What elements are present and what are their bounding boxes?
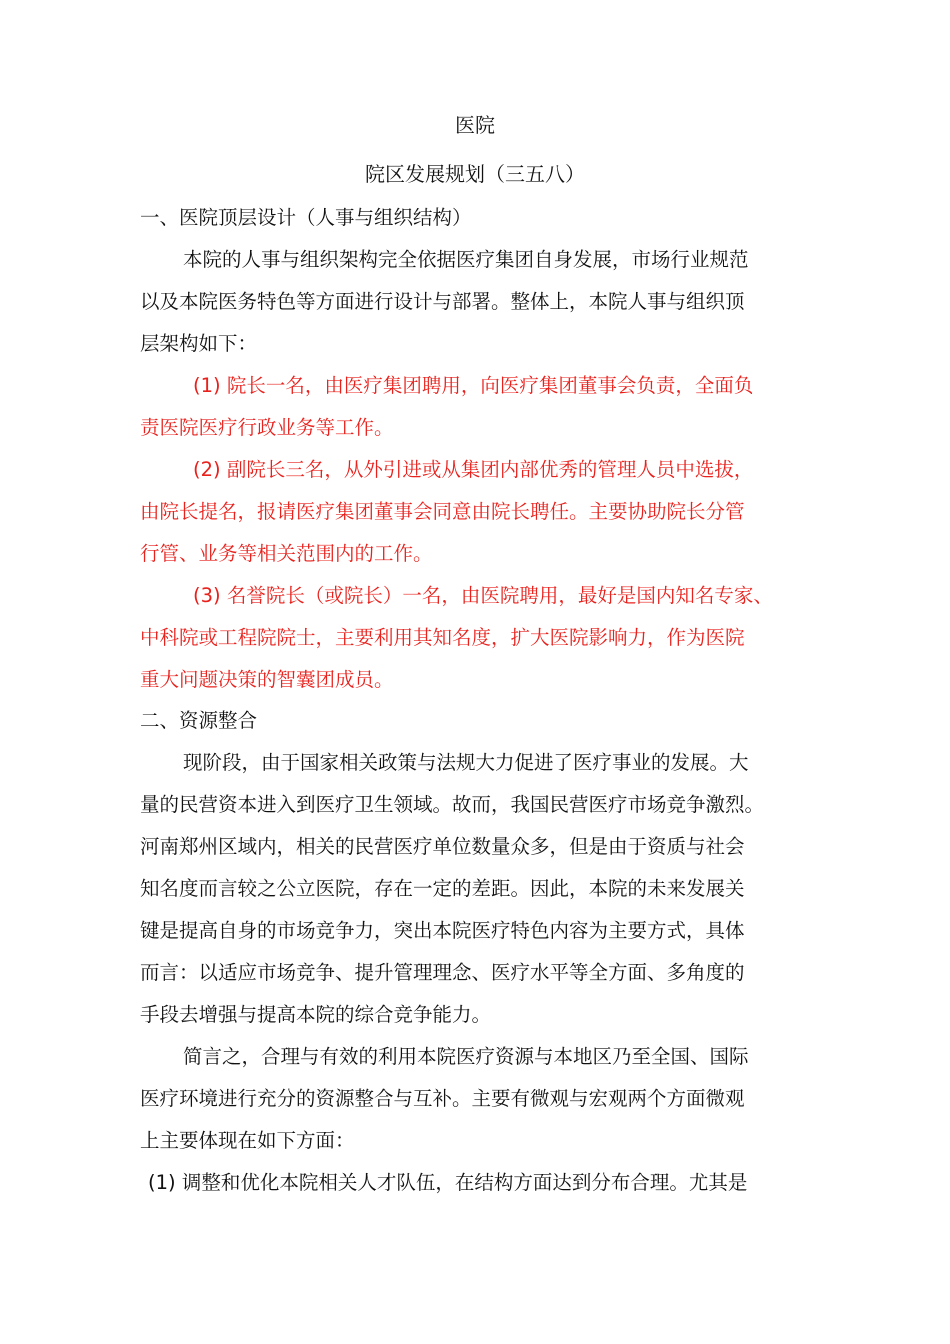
- list-item-line: (1) 调整和优化本院相关人才队伍，在结构方面达到分布合理。尤其是: [148, 1171, 748, 1194]
- highlight-line: 重大问题决策的智囊团成员。: [140, 668, 394, 691]
- highlight-line: (1) 院长一名，由医疗集团聘用，向医疗集团董事会负责，全面负: [193, 374, 754, 397]
- paragraph-line: 知名度而言较之公立医院，存在一定的差距。因此，本院的未来发展关: [140, 877, 745, 900]
- section-heading-1: 一、医院顶层设计（人事与组织结构）: [140, 206, 472, 229]
- highlight-line: 中科院或工程院院士，主要利用其知名度，扩大医院影响力，作为医院: [140, 626, 745, 649]
- paragraph-line: 层架构如下：: [140, 332, 258, 355]
- paragraph-line: 以及本院医务特色等方面进行设计与部署。整体上，本院人事与组织顶: [140, 290, 745, 313]
- paragraph-line: 本院的人事与组织架构完全依据医疗集团自身发展，市场行业规范: [183, 248, 749, 271]
- paragraph-line: 而言：以适应市场竞争、提升管理理念、医疗水平等全方面、多角度的: [140, 961, 745, 984]
- section-heading-2: 二、资源整合: [140, 709, 258, 732]
- paragraph-line: 手段去增强与提高本院的综合竞争能力。: [140, 1003, 492, 1026]
- document-title: 医院: [455, 113, 495, 137]
- paragraph-line: 上主要体现在如下方面：: [140, 1129, 355, 1152]
- paragraph-line: 医疗环境进行充分的资源整合与互补。主要有微观与宏观两个方面微观: [140, 1087, 745, 1110]
- highlight-line: 行管、业务等相关范围内的工作。: [140, 542, 433, 565]
- highlight-line: (2) 副院长三名，从外引进或从集团内部优秀的管理人员中选拔，: [193, 458, 754, 481]
- paragraph-line: 简言之，合理与有效的利用本院医疗资源与本地区乃至全国、国际: [183, 1045, 749, 1068]
- document-subtitle: 院区发展规划（三五八）: [365, 162, 585, 186]
- highlight-line: 责医院医疗行政业务等工作。: [140, 416, 394, 439]
- paragraph-line: 量的民营资本进入到医疗卫生领域。故而，我国民营医疗市场竞争激烈。: [140, 793, 765, 816]
- highlight-line: 由院长提名，报请医疗集团董事会同意由院长聘任。主要协助院长分管: [140, 500, 745, 523]
- paragraph-line: 现阶段，由于国家相关政策与法规大力促进了医疗事业的发展。大: [183, 751, 749, 774]
- paragraph-line: 河南郑州区域内，相关的民营医疗单位数量众多，但是由于资质与社会: [140, 835, 745, 858]
- paragraph-line: 键是提高自身的市场竞争力，突出本院医疗特色内容为主要方式，具体: [140, 919, 745, 942]
- highlight-line: (3) 名誉院长（或院长）一名，由医院聘用，最好是国内知名专家、: [193, 584, 773, 607]
